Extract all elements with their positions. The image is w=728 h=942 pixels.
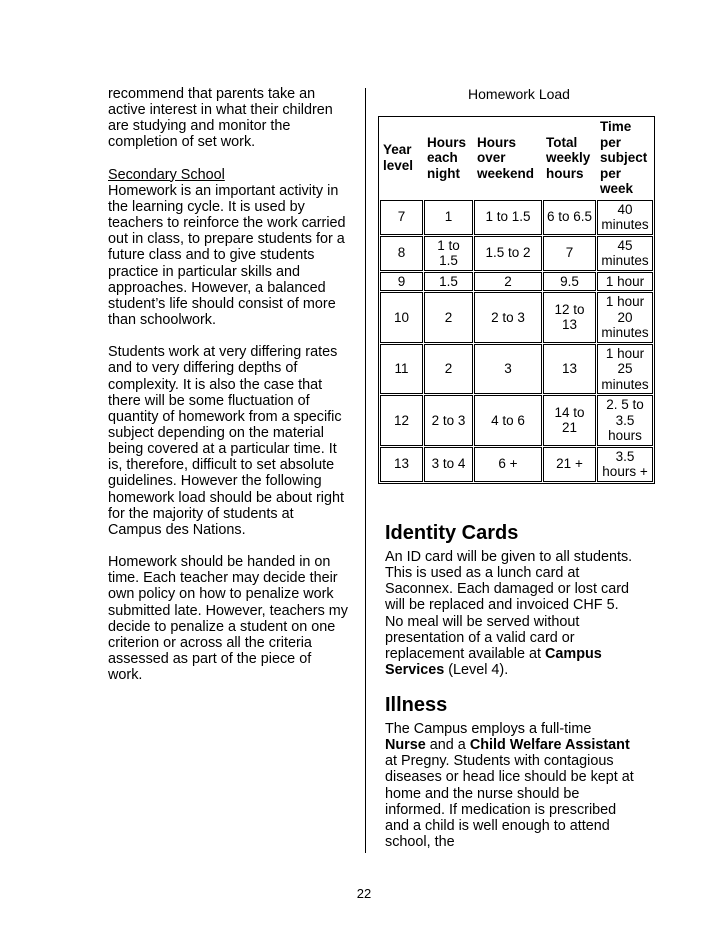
table-cell: 2. 5 to 3.5 hours: [597, 395, 653, 446]
intro-paragraph: recommend that parents take an active interest in what their children are studying and monitor the completion of set work.: [108, 86, 333, 151]
header-cell: Time per subject per week: [600, 119, 648, 196]
table-cell: 9: [380, 272, 423, 292]
table-cell: 12 to 13: [543, 292, 596, 343]
table-cell: 1 to 1.5: [424, 236, 473, 271]
table-row: [380, 236, 653, 271]
homework-paragraph: Homework is an important activity in the learning cycle. It is used by teachers to reinforce the work carried out in class, to prepare students for a future class and to give students practice in particular skills and approaches. However, a balanced student’s life should consist of more than schoolwork.: [108, 182, 346, 329]
table-cell: 2 to 3: [474, 292, 542, 343]
table-cell: 4 to 6: [474, 395, 542, 446]
table-cell: 3: [474, 344, 542, 395]
table-cell: 7: [543, 236, 596, 271]
table-cell: 14 to 21: [543, 395, 596, 446]
table-cell: 6 +: [474, 447, 542, 482]
table-cell: 6 to 6.5: [543, 200, 596, 235]
table-cell: 3.5 hours +: [597, 447, 653, 482]
header-cell: Hours over weekend: [477, 134, 535, 181]
table-cell: 12: [380, 395, 423, 446]
table-cell: 1 hour: [597, 272, 653, 292]
homework-load-table: [378, 116, 655, 484]
illness-paragraph: [385, 721, 635, 850]
table-cell: 9.5: [543, 272, 596, 292]
child-welfare-label: Child Welfare Assistant: [469, 737, 630, 754]
table-row: [380, 200, 653, 235]
identity-cards-heading: Identity Cards: [385, 522, 519, 544]
table-cell: 1 to 1.5: [474, 200, 542, 235]
header-cell: Year level: [383, 142, 414, 173]
table-cell: 7: [380, 200, 423, 235]
table-header-row: [380, 118, 653, 199]
table-cell: 2: [424, 292, 473, 343]
page-number: 22: [356, 886, 372, 901]
campus-services-label: Campus Services: [385, 645, 602, 679]
table-row: [380, 447, 653, 482]
table-cell: 11: [380, 344, 423, 395]
table-cell: 3 to 4: [424, 447, 473, 482]
illness-text-1: The Campus employs a full-time: [385, 721, 592, 737]
identity-text: An ID card will be given to all students. This is used as a lunch card at Saconnex. Each damaged or lost card will be replaced and invoiced CHF 5. No meal will be served without presentation of a valid card or replacement available at: [385, 549, 633, 662]
table-cell: 1: [424, 200, 473, 235]
table-cell: 13: [543, 344, 596, 395]
table-cell: 2: [474, 272, 542, 292]
table-cell: 1.5 to 2: [474, 236, 542, 271]
table-cell: 13: [380, 447, 423, 482]
table-cell: 21 +: [543, 447, 596, 482]
illness-heading: Illness: [385, 694, 448, 716]
late-work-paragraph: Homework should be handed in on time. Each teacher may decide their own policy on how to penalize work submitted late. However, teachers my decide to penalize a student on one criterion or across all the criteria assessed as part of the piece of work.: [108, 554, 348, 684]
table-cell: 2: [424, 344, 473, 395]
table-row: [380, 344, 653, 395]
table-row: [380, 272, 653, 292]
illness-text-3: at Pregny. Students with contagious diseases or head lice should be kept at home and the nurse should be informed. If medication is prescribed and a child is well enough to attend school, the: [385, 753, 634, 851]
table-cell: 1 hour 25 minutes: [597, 344, 653, 395]
rates-paragraph: Students work at very differing rates and to very differing depths of complexity. It is also the case that there will be some fluctuation of quantity of homework from a specific subject depending on the material being covered at a particular time. It is, therefore, difficult to set absolute guidelines. However the following homework load should be about right for the majority of students at Campus des Nations.: [108, 344, 344, 538]
header-cell: Hours each night: [427, 134, 467, 181]
table-cell: 8: [380, 236, 423, 271]
table-cell: 40 minutes: [597, 200, 653, 235]
header-cell: Total weekly hours: [546, 134, 591, 181]
left-column: [108, 86, 348, 699]
table-title: Homework Load: [468, 86, 570, 102]
table-row: [380, 292, 653, 343]
nurse-label: Nurse: [385, 737, 426, 754]
secondary-school-heading: Secondary School: [108, 166, 225, 183]
table-cell: 1.5: [424, 272, 473, 292]
illness-text-2: and a: [425, 737, 470, 754]
table-cell: 1 hour 20 minutes: [597, 292, 653, 343]
table-row: [380, 395, 653, 446]
table-cell: 2 to 3: [424, 395, 473, 446]
column-divider: [365, 88, 366, 853]
table-cell: 45 minutes: [597, 236, 653, 271]
identity-cards-paragraph: [385, 549, 635, 678]
table-cell: 10: [380, 292, 423, 343]
identity-tail: (Level 4).: [444, 662, 509, 679]
